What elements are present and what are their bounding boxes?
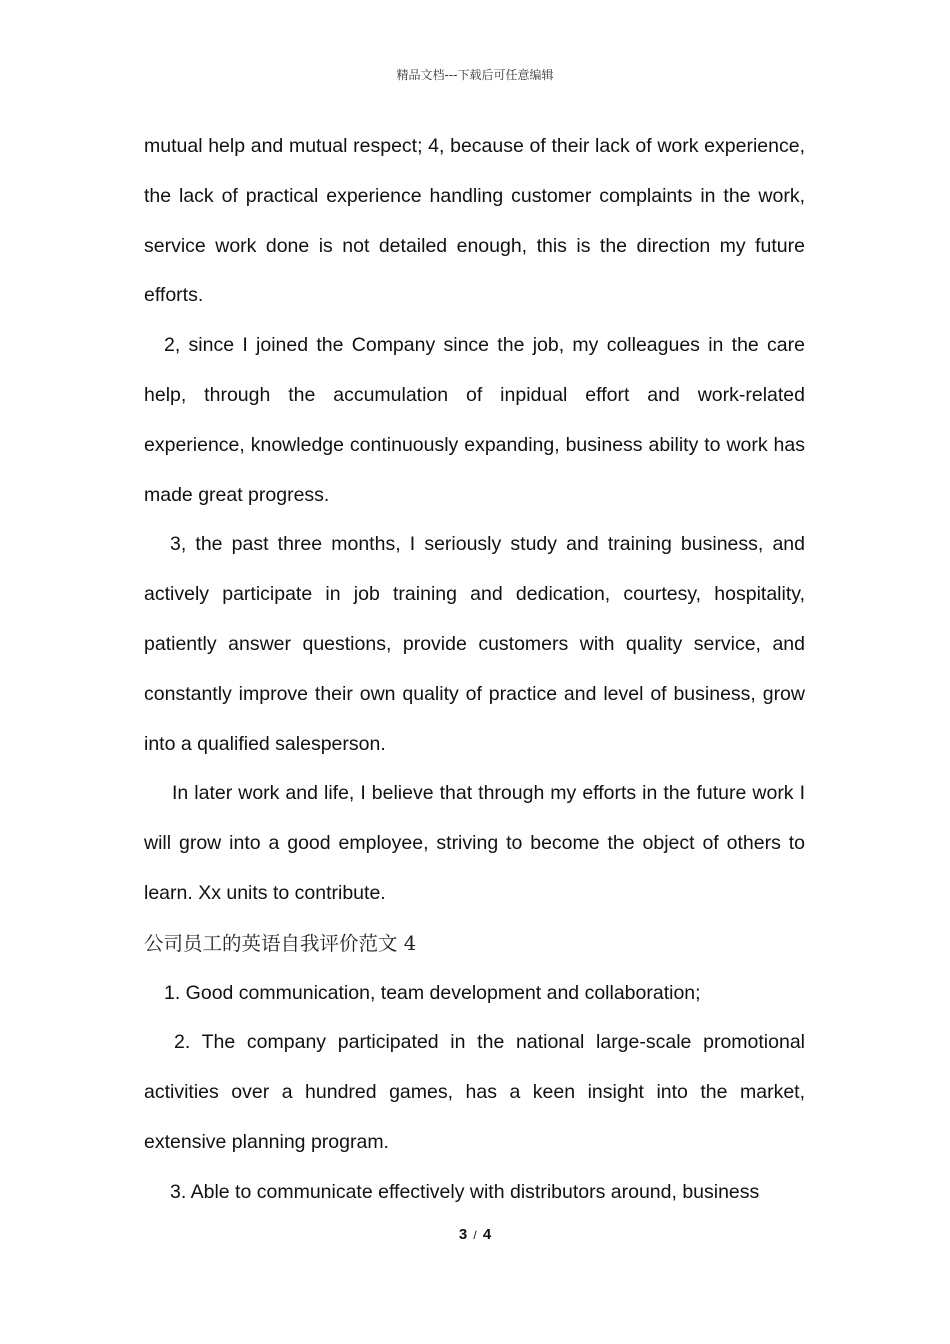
total-pages: 4 bbox=[482, 1226, 492, 1243]
list-item-3: 3. Able to communicate effectively with distributors around, business bbox=[170, 1180, 760, 1203]
paragraph-item-3: 3, the past three months, I seriously study and training business, and actively participate in job training and dedication, courtesy, hospitality, patiently answer questions, provide customers with quality service, and constantly improve their own quality of practice and level of business, grow into a qualified salesperson. bbox=[144, 533, 805, 755]
section-heading: 公司员工的英语自我评价范文 4 bbox=[144, 931, 417, 955]
list-item-2: 2. The company participated in the national large-scale promotional activities over a hundred games, has a keen insight into the market, extensive planning program. bbox=[144, 1031, 805, 1153]
current-page: 3 bbox=[458, 1226, 468, 1243]
page-separator: / bbox=[473, 1228, 477, 1242]
paragraph-conclusion: In later work and life, I believe that through my efforts in the future work I will grow into a good employee, striving to become the object of others to learn. Xx units to contribute. bbox=[144, 782, 805, 904]
list-item-1: 1. Good communication, team development and collaboration; bbox=[164, 981, 701, 1004]
paragraph-continuation: mutual help and mutual respect; 4, because of their lack of work experience, the lack of practical experience handling customer complaints in the work, service work done is not detailed enough, this is the direction my future efforts. bbox=[144, 135, 805, 307]
document-body bbox=[144, 122, 805, 1218]
page-number bbox=[0, 1226, 950, 1243]
page-header: 精品文档---下载后可任意编辑 bbox=[396, 68, 554, 82]
paragraph-item-2: 2, since I joined the Company since the job, my colleagues in the care help, through the accumulation of inpidual effort and work-related experience, knowledge continuously expanding, business ability to work has made great progress. bbox=[144, 334, 805, 506]
